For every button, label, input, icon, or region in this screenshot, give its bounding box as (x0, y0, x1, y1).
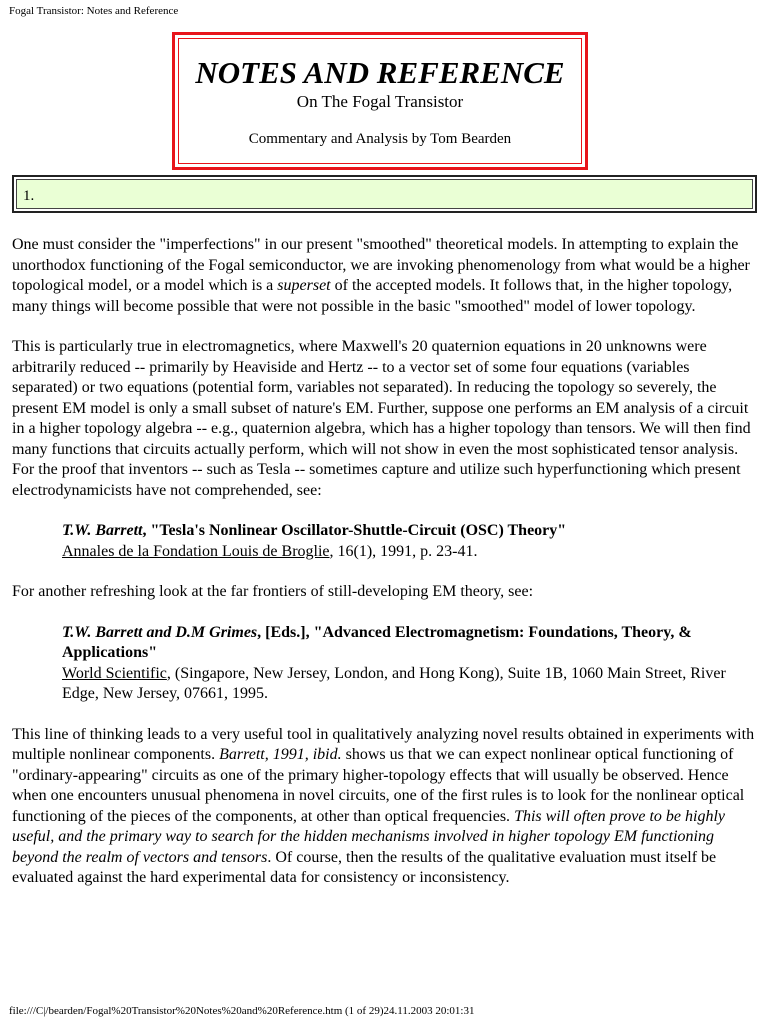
paragraph-1-text-end: of the accepted models. It follows that, in the higher topology, many things will become possible that were not possible in the basic "smoothed" model of lower topology. (12, 277, 733, 315)
paragraph-4-emphasis: This will often prove to be highly useful, and the primary way to search for the hidden mechanisms involved in higher topology EM functioning beyond the realm of vectors and tensors (12, 807, 726, 866)
paragraph-4-text-2: shows us that we can expect nonlinear optical functioning of "ordinary-appearing" circuits as one of the primary higher-topology effects that will usually be observed. Hence when one encounters unusual phenomena in novel circuits, one of the first rules is to look for the nonlinear optical functioning of the pieces of the components, at other than optical frequencies. (12, 746, 745, 825)
paragraph-4-citation: Barrett, 1991, ibid. (219, 746, 342, 763)
paragraph-4-text-1: This line of thinking leads to a very useful tool in qualitatively analyzing novel results obtained in experiments with multiple nonlinear components. (12, 725, 755, 763)
paragraph-1 (12, 235, 758, 317)
page-footer: file:///C|/bearden/Fogal%20Transistor%20Notes%20and%20Reference.htm (1 of 29)24.11.2003 20:01:31 (9, 1005, 475, 1017)
paragraph-1-text: One must consider the "imperfections" in our present "smoothed" theoretical models. In attempting to explain the unorthodox functioning of the Fogal semiconductor, we are invoking phenomenology from what would be a higher topological model, or a model which is a (12, 236, 750, 294)
page-subtitle: On The Fogal Transistor (296, 92, 464, 111)
section-header-box (12, 175, 757, 213)
byline: Commentary and Analysis by Tom Bearden (248, 131, 512, 147)
article-body (12, 235, 758, 909)
reference-1-heading (62, 522, 566, 539)
reference-2-title: , [Eds.], "Advanced Electromagnetism: Foundations, Theory, & Applications" (62, 623, 692, 661)
title-box-inner (178, 38, 582, 164)
section-number: 1. (16, 179, 753, 209)
reference-2-publisher: World Scientific (62, 664, 167, 682)
paragraph-2: This is particularly true in electromagnetics, where Maxwell's 20 quaternion equations in 20 unknowns were arbitrarily reduced -- primarily by Heaviside and Hertz -- to a vector set of some four equations (variables separated) or two equations (potential form, variables not separated). In reducing the topology so severely, the present EM model is only a small subset of nature's EM. Further, suppose one performs an EM analysis of a circuit in a higher topology algebra -- e.g., quaternion algebra, which has a higher topology than tensors. We will then find many functions that circuits actually perform, which will not show in even the most sophisticated tensor analysis. For the proof that inventors -- such as Tesla -- sometimes capture and utilize such hyperfunctioning which present electrodynamicists have not comprehended, see: (12, 338, 751, 499)
paragraph-4 (12, 725, 758, 889)
reference-1-title: , "Tesla's Nonlinear Oscillator-Shuttle-Circuit (OSC) Theory" (142, 522, 567, 539)
reference-2 (62, 623, 758, 705)
reference-2-author: T.W. Barrett and D.M Grimes (62, 623, 258, 641)
paragraph-4-text-3: . Of course, then the results of the qualitative evaluation must itself be evaluated against the hard experimental data for consistency or inconsistency. (12, 848, 717, 886)
paragraph-1-emphasis: superset (277, 277, 331, 294)
reference-1-journal: Annales de la Fondation Louis de Broglie (62, 542, 330, 560)
title-box (172, 32, 588, 170)
reference-2-details: , (Singapore, New Jersey, London, and Hong Kong), Suite 1B, 1060 Main Street, River Edge, New Jersey, 07661, 1995. (62, 664, 726, 702)
page-header: Fogal Transistor: Notes and Reference (9, 5, 179, 17)
reference-1-details: , 16(1), 1991, p. 23-41. (329, 542, 478, 560)
reference-1-author: T.W. Barrett (62, 522, 143, 539)
reference-2-heading (62, 624, 692, 662)
page-title: NOTES AND REFERENCE (195, 55, 565, 90)
reference-1 (62, 521, 758, 562)
paragraph-3: For another refreshing look at the far frontiers of still-developing EM theory, see: (12, 583, 534, 600)
